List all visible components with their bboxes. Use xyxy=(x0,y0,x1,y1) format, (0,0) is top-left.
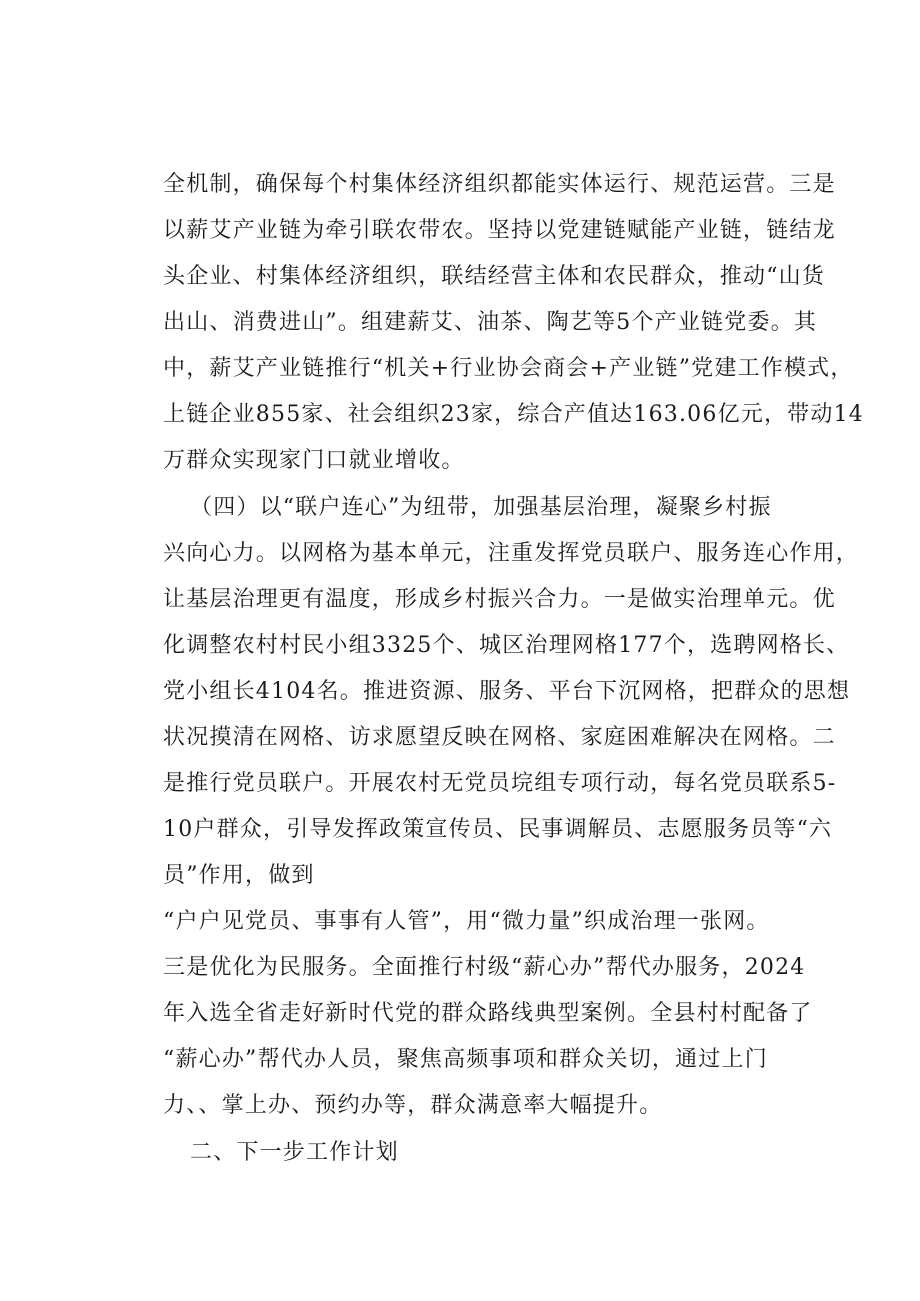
paragraph-line: 党小组长4104名。推进资源、服务、平台下沉网格，把群众的思想 xyxy=(163,679,851,704)
paragraph-line: 万群众实现家门口就业增收。 xyxy=(163,448,465,473)
paragraph-line: 员”作用，做到 xyxy=(163,863,315,888)
paragraph-line: 年入选全省走好新时代党的群众路线典型案例。全县村村配备了 xyxy=(163,1001,813,1026)
paragraph-line: 力、、掌上办、预约办等，群众满意率大幅提升。 xyxy=(163,1093,663,1118)
paragraph-line: “户户见党员、事事有人管”，用“微力量”织成治理一张网。 xyxy=(163,909,770,934)
paragraph-line: 兴向心力。以网格为基本单元，注重发挥党员联户、服务连心作用， xyxy=(163,541,860,566)
section-heading: 二、下一步工作计划 xyxy=(190,1140,399,1165)
paragraph-line: 让基层治理更有温度，形成乡村振兴合力。一是做实治理单元。优 xyxy=(163,587,836,612)
paragraph-line: 中，薪艾产业链推行“机关+行业协会商会+产业链”党建工作模式， xyxy=(163,356,854,381)
paragraph-line: 状况摸清在网格、访求愿望反映在网格、家庭困难解决在网格。二 xyxy=(163,725,836,750)
paragraph-line: 头企业、村集体经济组织，联结经营主体和农民群众，推动“山货 xyxy=(163,264,826,289)
paragraph-line: 全机制，确保每个村集体经济组织都能实体运行、规范运营。三是 xyxy=(163,172,836,197)
paragraph-line: 三是优化为民服务。全面推行村级“薪心办”帮代办服务，2024 xyxy=(163,955,806,980)
paragraph-line: 出山、消费进山”。组建薪艾、油茶、陶艺等5个产业链党委。其 xyxy=(163,310,818,335)
paragraph-line: 上链企业855家、社会组织23家，综合产值达163.06亿元，带动14 xyxy=(163,402,864,427)
paragraph-line: 10户群众，引导发挥政策宣传员、民事调解员、志愿服务员等“六 xyxy=(163,817,833,842)
paragraph-line: “薪心办”帮代办人员，聚焦高频事项和群众关切，通过上门 xyxy=(163,1047,768,1072)
paragraph-line: 是推行党员联户。开展农村无党员垸组专项行动，每名党员联系5- xyxy=(163,771,837,796)
paragraph-line: （四）以“联户连心”为纽带，加强基层治理，凝聚乡村振 xyxy=(190,495,772,520)
paragraph-line: 化调整农村村民小组3325个、城区治理网格177个，选聘网格长、 xyxy=(163,633,850,658)
paragraph-line: 以薪艾产业链为牵引联农带农。坚持以党建链赋能产业链，链结龙 xyxy=(163,218,836,243)
